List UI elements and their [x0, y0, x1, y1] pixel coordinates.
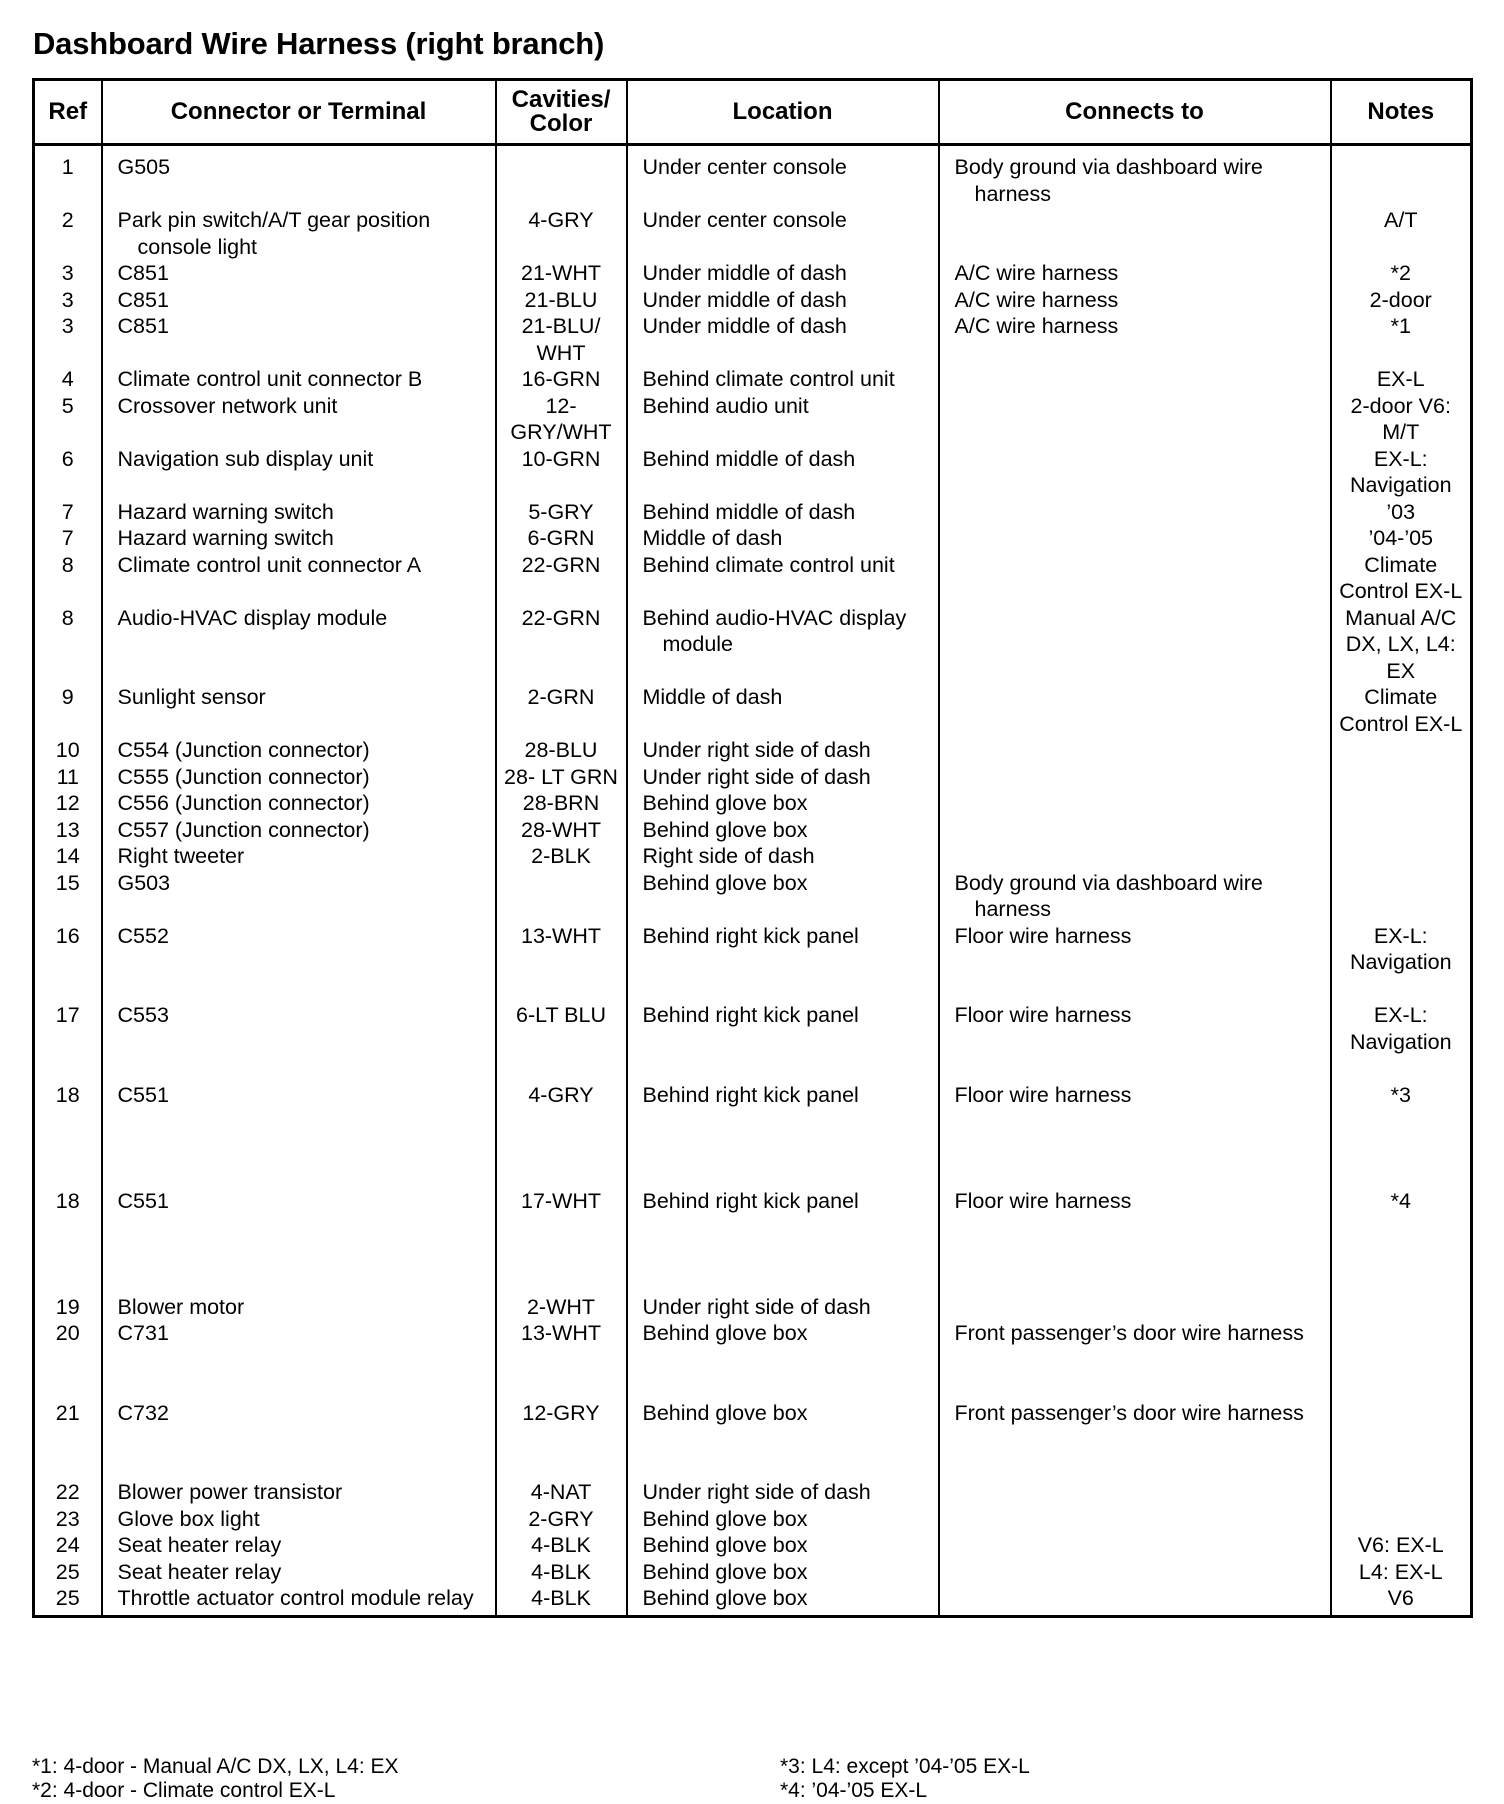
cell-connector: Audio-HVAC display module [102, 605, 496, 685]
cell-ref: 22 [55, 1480, 80, 1504]
table-row [34, 790, 1472, 817]
cell-ref: 25 [55, 1586, 80, 1610]
table-row [34, 313, 1472, 366]
cell-location: Under middle of dash [627, 260, 939, 287]
cell-cavities: 28-BRN [496, 790, 627, 817]
cell-cavities: 2-GRY [496, 1506, 627, 1533]
table-row [34, 552, 1472, 605]
cell-connects-to [939, 1479, 1331, 1506]
cell-connector: Climate control unit connector A [102, 552, 496, 605]
cell-connects-to: Body ground via dashboard wire harness [939, 870, 1331, 923]
cell-cavities: 5-GRY [496, 499, 627, 526]
header-ref: Ref [34, 80, 102, 145]
table-row [34, 525, 1472, 552]
cell-ref: 8 [61, 552, 74, 577]
cell-cavities: 4-NAT [496, 1479, 627, 1506]
cell-location: Behind audio unit [627, 393, 939, 446]
cell-ref: 14 [55, 844, 80, 868]
cell-connects-to [939, 207, 1331, 260]
cell-notes [1331, 764, 1472, 791]
cell-connector: Hazard warning switch [102, 525, 496, 552]
cell-connector: Park pin switch/A/T gear position console light [102, 207, 496, 260]
table-row [34, 393, 1472, 446]
cell-ref: 23 [55, 1506, 80, 1531]
cell-connects-to [939, 1559, 1331, 1586]
cell-cavities: 28- LT GRN [496, 764, 627, 791]
table-row [34, 843, 1472, 870]
cell-ref: 7 [61, 499, 74, 524]
table-row [34, 207, 1472, 260]
cell-notes [1331, 1506, 1472, 1533]
cell-ref: 18 [55, 1188, 80, 1213]
cell-cavities: 6-LT BLU [496, 1002, 627, 1082]
cell-cavities: 6-GRN [496, 525, 627, 552]
cell-notes: *3 [1331, 1082, 1472, 1188]
cell-ref: 5 [61, 393, 74, 418]
cell-notes [1331, 817, 1472, 844]
cell-cavities: 4-BLK [496, 1585, 627, 1616]
cell-connector: Crossover network unit [102, 393, 496, 446]
cell-notes [1331, 1320, 1472, 1400]
cell-location: Behind glove box [627, 1532, 939, 1559]
cell-notes: ’03 [1331, 499, 1472, 526]
cell-location: Behind glove box [627, 1320, 939, 1400]
table-row [34, 1532, 1472, 1559]
cell-ref: 16 [55, 923, 80, 948]
cell-cavities: 13-WHT [496, 923, 627, 1003]
cell-location: Under right side of dash [627, 1294, 939, 1321]
cell-notes: EX-L: Navigation [1331, 1002, 1472, 1082]
header-connects-to: Connects to [939, 80, 1331, 145]
cell-connects-to: Floor wire harness [939, 1082, 1331, 1188]
cell-connector: Throttle actuator control module relay [102, 1585, 496, 1616]
cell-connects-to [939, 446, 1331, 499]
cell-connector: C557 (Junction connector) [102, 817, 496, 844]
cell-connects-to [939, 764, 1331, 791]
cell-notes: V6 [1331, 1585, 1472, 1616]
cell-connector: Right tweeter [102, 843, 496, 870]
cell-notes: *4 [1331, 1188, 1472, 1294]
cell-cavities: 4-BLK [496, 1559, 627, 1586]
cell-connects-to [939, 393, 1331, 446]
cell-connects-to [939, 1506, 1331, 1533]
cell-cavities: 17-WHT [496, 1188, 627, 1294]
cell-location: Under middle of dash [627, 313, 939, 366]
cell-notes [1331, 1294, 1472, 1321]
cell-connects-to: Front passenger’s door wire harness [939, 1400, 1331, 1480]
cell-notes: Manual A/C DX, LX, L4: EX [1331, 605, 1472, 685]
cell-notes [1331, 737, 1472, 764]
cell-notes [1331, 1400, 1472, 1480]
cell-connects-to [939, 1532, 1331, 1559]
cell-ref: 1 [61, 155, 74, 179]
cell-cavities: 28-BLU [496, 737, 627, 764]
cell-location: Behind glove box [627, 1506, 939, 1533]
cell-ref: 3 [61, 287, 74, 312]
cell-ref: 10 [55, 738, 80, 762]
cell-ref: 3 [61, 261, 74, 285]
cell-notes: EX-L: Navigation [1331, 446, 1472, 499]
cell-location: Behind right kick panel [627, 1188, 939, 1294]
cell-connector: C556 (Junction connector) [102, 790, 496, 817]
cell-connector: G505 [102, 145, 496, 208]
cell-ref: 4 [61, 367, 74, 391]
cell-ref: 21 [55, 1400, 80, 1425]
cell-cavities [496, 870, 627, 923]
cell-connects-to [939, 843, 1331, 870]
footnote-2: *2: 4-door - Climate control EX-L [32, 1779, 336, 1802]
table-row [34, 446, 1472, 499]
cell-connector: C555 (Junction connector) [102, 764, 496, 791]
cell-connector: Seat heater relay [102, 1532, 496, 1559]
cell-connector: Blower power transistor [102, 1479, 496, 1506]
cell-notes: L4: EX-L [1331, 1559, 1472, 1586]
footnote-3: *3: L4: except ’04-’05 EX-L [780, 1755, 1030, 1778]
cell-location: Middle of dash [627, 525, 939, 552]
table-row [34, 1585, 1472, 1616]
cell-location: Behind right kick panel [627, 1002, 939, 1082]
cell-ref: 25 [55, 1559, 80, 1584]
cell-connects-to [939, 605, 1331, 685]
cell-notes [1331, 843, 1472, 870]
cell-location: Behind right kick panel [627, 923, 939, 1003]
cell-notes [1331, 1479, 1472, 1506]
cell-location: Behind glove box [627, 1400, 939, 1480]
cell-cavities: 2-BLK [496, 843, 627, 870]
cell-notes: A/T [1331, 207, 1472, 260]
page-title: Dashboard Wire Harness (right branch) [33, 26, 605, 61]
cell-cavities: 10-GRN [496, 446, 627, 499]
cell-location: Middle of dash [627, 684, 939, 737]
cell-connects-to [939, 737, 1331, 764]
footnotes-left [32, 1755, 399, 1803]
cell-connector: Climate control unit connector B [102, 366, 496, 393]
cell-cavities: 4-GRY [496, 207, 627, 260]
cell-ref: 9 [61, 685, 74, 709]
cell-connector: Navigation sub display unit [102, 446, 496, 499]
cell-connects-to [939, 499, 1331, 526]
cell-connects-to: Floor wire harness [939, 923, 1331, 1003]
cell-cavities: 2-GRN [496, 684, 627, 737]
cell-location: Behind climate control unit [627, 366, 939, 393]
cell-connector: C731 [102, 1320, 496, 1400]
cell-ref: 2 [61, 208, 74, 232]
cell-connector: C851 [102, 287, 496, 314]
header-location: Location [627, 80, 939, 145]
cell-cavities: 16-GRN [496, 366, 627, 393]
header-connector: Connector or Terminal [102, 80, 496, 145]
cell-notes: Climate Control EX-L [1331, 684, 1472, 737]
table-row [34, 1188, 1472, 1294]
cell-connector: C732 [102, 1400, 496, 1480]
cell-location: Behind audio-HVAC display module [627, 605, 939, 685]
cell-notes: EX-L: Navigation [1331, 923, 1472, 1003]
cell-connects-to: A/C wire harness [939, 313, 1331, 366]
cell-location: Behind glove box [627, 817, 939, 844]
cell-connects-to: Front passenger’s door wire harness [939, 1320, 1331, 1400]
table-row [34, 1294, 1472, 1321]
table-row [34, 605, 1472, 685]
cell-cavities: 21-BLU/ WHT [496, 313, 627, 366]
table-row [34, 1400, 1472, 1480]
table-row [34, 870, 1472, 923]
cell-ref: 18 [55, 1082, 80, 1107]
cell-connector: Hazard warning switch [102, 499, 496, 526]
cell-notes: 2-door [1331, 287, 1472, 314]
cell-location: Under right side of dash [627, 764, 939, 791]
table-row [34, 1506, 1472, 1533]
harness-table [32, 78, 1473, 1618]
cell-connects-to: A/C wire harness [939, 287, 1331, 314]
cell-connector: C551 [102, 1188, 496, 1294]
cell-location: Behind glove box [627, 1585, 939, 1616]
header-row [34, 80, 1472, 145]
cell-connector: C851 [102, 313, 496, 366]
table-row [34, 684, 1472, 737]
cell-connector: C554 (Junction connector) [102, 737, 496, 764]
table-row [34, 1082, 1472, 1188]
cell-cavities: 28-WHT [496, 817, 627, 844]
cell-connector: Seat heater relay [102, 1559, 496, 1586]
table-header [34, 80, 1472, 145]
cell-connector: C552 [102, 923, 496, 1003]
cell-connects-to [939, 366, 1331, 393]
cell-connector: C553 [102, 1002, 496, 1082]
cell-connector: C851 [102, 260, 496, 287]
cell-ref: 11 [56, 764, 79, 789]
cell-notes [1331, 790, 1472, 817]
cell-location: Right side of dash [627, 843, 939, 870]
cell-ref: 8 [61, 605, 74, 630]
cell-cavities: 2-WHT [496, 1294, 627, 1321]
cell-ref: 13 [55, 817, 80, 842]
cell-ref: 17 [55, 1003, 80, 1027]
cell-notes: *2 [1331, 260, 1472, 287]
cell-ref: 20 [55, 1321, 80, 1345]
table-row [34, 499, 1472, 526]
cell-location: Behind middle of dash [627, 446, 939, 499]
cell-notes: ’04-’05 [1331, 525, 1472, 552]
cell-location: Behind climate control unit [627, 552, 939, 605]
cell-connects-to: Floor wire harness [939, 1002, 1331, 1082]
table-row [34, 1479, 1472, 1506]
cell-cavities [496, 145, 627, 208]
cell-connects-to [939, 525, 1331, 552]
table-row [34, 145, 1472, 208]
cell-location: Under center console [627, 145, 939, 208]
cell-connector: Sunlight sensor [102, 684, 496, 737]
cell-ref: 12 [55, 791, 80, 815]
cell-cavities: 21-BLU [496, 287, 627, 314]
cell-location: Behind middle of dash [627, 499, 939, 526]
cell-connector: G503 [102, 870, 496, 923]
footnotes-right [780, 1755, 1030, 1803]
footnote-4: *4: ’04-’05 EX-L [780, 1779, 928, 1802]
cell-cavities: 21-WHT [496, 260, 627, 287]
cell-connector: Glove box light [102, 1506, 496, 1533]
table-row [34, 737, 1472, 764]
cell-connects-to [939, 1294, 1331, 1321]
cell-location: Behind glove box [627, 870, 939, 923]
cell-connects-to: Body ground via dashboard wire harness [939, 145, 1331, 208]
cell-connector: Blower motor [102, 1294, 496, 1321]
header-cavities: Cavities/ Color [496, 80, 627, 145]
cell-connects-to [939, 1585, 1331, 1616]
footnote-1: *1: 4-door - Manual A/C DX, LX, L4: EX [32, 1755, 399, 1778]
table-row [34, 923, 1472, 1003]
cell-notes: V6: EX-L [1331, 1532, 1472, 1559]
cell-connects-to [939, 684, 1331, 737]
cell-location: Under right side of dash [627, 737, 939, 764]
cell-cavities: 4-BLK [496, 1532, 627, 1559]
cell-notes: *1 [1331, 313, 1472, 366]
table-row [34, 1320, 1472, 1400]
table-row [34, 764, 1472, 791]
table-row [34, 366, 1472, 393]
table-row [34, 287, 1472, 314]
cell-notes [1331, 145, 1472, 208]
cell-location: Behind glove box [627, 1559, 939, 1586]
cell-location: Under middle of dash [627, 287, 939, 314]
cell-notes: Climate Control EX-L [1331, 552, 1472, 605]
cell-notes: EX-L [1331, 366, 1472, 393]
cell-ref: 3 [61, 314, 74, 338]
cell-connects-to: A/C wire harness [939, 260, 1331, 287]
cell-ref: 15 [55, 870, 80, 895]
cell-notes: 2-door V6: M/T [1331, 393, 1472, 446]
cell-cavities: 4-GRY [496, 1082, 627, 1188]
table-row [34, 260, 1472, 287]
table-row [34, 817, 1472, 844]
table-row [34, 1559, 1472, 1586]
cell-cavities: 22-GRN [496, 605, 627, 685]
cell-connects-to: Floor wire harness [939, 1188, 1331, 1294]
cell-notes [1331, 870, 1472, 923]
cell-cavities: 22-GRN [496, 552, 627, 605]
cell-ref: 7 [61, 526, 74, 550]
cell-location: Under center console [627, 207, 939, 260]
header-notes: Notes [1331, 80, 1472, 145]
cell-connects-to [939, 817, 1331, 844]
cell-ref: 6 [61, 446, 74, 471]
cell-cavities: 13-WHT [496, 1320, 627, 1400]
cell-location: Behind glove box [627, 790, 939, 817]
table-row [34, 1002, 1472, 1082]
cell-connector: C551 [102, 1082, 496, 1188]
cell-location: Behind right kick panel [627, 1082, 939, 1188]
table-body [34, 145, 1472, 1617]
cell-connects-to [939, 552, 1331, 605]
cell-ref: 24 [55, 1533, 80, 1557]
cell-cavities: 12-GRY [496, 1400, 627, 1480]
cell-location: Under right side of dash [627, 1479, 939, 1506]
cell-ref: 19 [55, 1294, 80, 1319]
cell-connects-to [939, 790, 1331, 817]
cell-cavities: 12- GRY/WHT [496, 393, 627, 446]
